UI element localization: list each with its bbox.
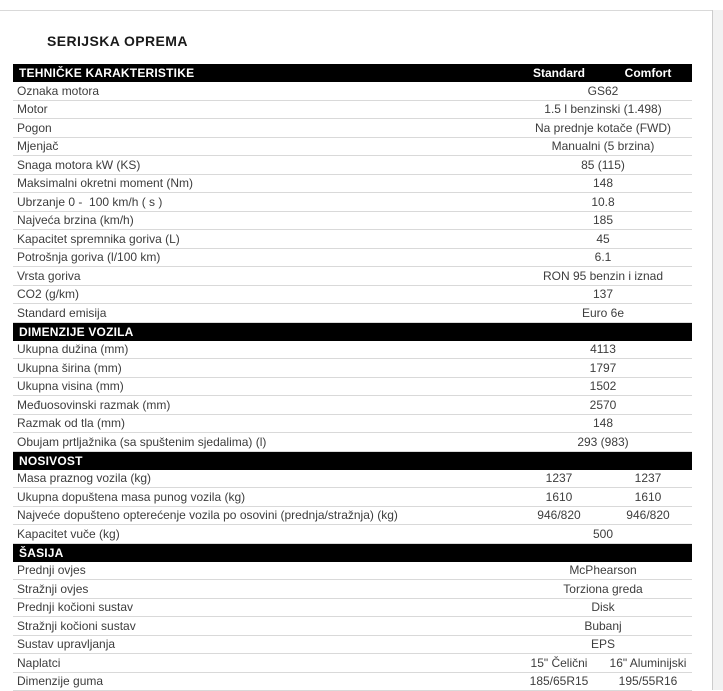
table-row <box>13 433 692 452</box>
row-label: Naplatci <box>13 656 514 670</box>
table-row <box>13 230 692 249</box>
row-label: Najveće dopušteno opterećenje vozila po osovini (prednja/stražnja) (kg) <box>13 508 514 522</box>
table-row <box>13 101 692 120</box>
row-value: 1797 <box>514 361 692 375</box>
column-header-standard: Standard <box>514 66 604 80</box>
row-label: Ukupna dužina (mm) <box>13 342 514 356</box>
row-label: Kapacitet vuče (kg) <box>13 527 514 541</box>
row-label: Potrošnja goriva (l/100 km) <box>13 250 514 264</box>
section-header-label: ŠASIJA <box>19 546 692 560</box>
section-header-bar-3 <box>13 544 692 562</box>
row-label: Sustav upravljanja <box>13 637 514 651</box>
row-value-standard: 946/820 <box>514 508 604 522</box>
row-label: Maksimalni okretni moment (Nm) <box>13 176 514 190</box>
row-value: RON 95 benzin i iznad <box>514 269 692 283</box>
row-value-comfort: 195/55R16 <box>604 674 692 688</box>
row-value: Bubanj <box>514 619 692 633</box>
row-value-comfort: 946/820 <box>604 508 692 522</box>
table-row <box>13 249 692 268</box>
row-value: Torziona greda <box>514 582 692 596</box>
table-row <box>13 193 692 212</box>
top-divider-line <box>0 10 712 11</box>
table-row <box>13 119 692 138</box>
row-label: Međuosovinski razmak (mm) <box>13 398 514 412</box>
table-row <box>13 617 692 636</box>
row-value: 1.5 l benzinski (1.498) <box>514 102 692 116</box>
row-label: Razmak od tla (mm) <box>13 416 514 430</box>
table-row <box>13 396 692 415</box>
table-row <box>13 673 692 691</box>
table-row <box>13 525 692 544</box>
table-row <box>13 286 692 305</box>
row-value: 148 <box>514 176 692 190</box>
row-value-standard: 15" Čelični <box>514 656 604 670</box>
row-label: Standard emisija <box>13 306 514 320</box>
row-label: Snaga motora kW (KS) <box>13 158 514 172</box>
column-header-comfort: Comfort <box>604 66 692 80</box>
row-label: Prednji ovjes <box>13 563 514 577</box>
table-row <box>13 359 692 378</box>
table-row <box>13 138 692 157</box>
row-value-standard: 1610 <box>514 490 604 504</box>
table-row <box>13 599 692 618</box>
row-label: Oznaka motora <box>13 84 514 98</box>
table-row <box>13 488 692 507</box>
row-value: 10.8 <box>514 195 692 209</box>
row-label: Vrsta goriva <box>13 269 514 283</box>
row-label: Stražnji ovjes <box>13 582 514 596</box>
row-label: Dimenzije guma <box>13 674 514 688</box>
row-value: Euro 6e <box>514 306 692 320</box>
table-row <box>13 156 692 175</box>
table-row <box>13 507 692 526</box>
row-label: Najveća brzina (km/h) <box>13 213 514 227</box>
row-value: 185 <box>514 213 692 227</box>
row-value-comfort: 1610 <box>604 490 692 504</box>
row-value: 6.1 <box>514 250 692 264</box>
spec-table <box>13 64 692 691</box>
table-row <box>13 267 692 286</box>
section-header-label: TEHNIČKE KARAKTERISTIKE <box>19 66 514 80</box>
row-value: Manualni (5 brzina) <box>514 139 692 153</box>
row-value: GS62 <box>514 84 692 98</box>
row-value: Na prednje kotače (FWD) <box>514 121 692 135</box>
page-right-edge <box>712 10 723 690</box>
row-value: 148 <box>514 416 692 430</box>
table-row <box>13 304 692 323</box>
table-row <box>13 378 692 397</box>
row-value: Disk <box>514 600 692 614</box>
row-label: Ubrzanje 0 - 100 km/h ( s ) <box>13 195 514 209</box>
row-value-standard: 1237 <box>514 471 604 485</box>
row-value: 2570 <box>514 398 692 412</box>
row-label: Mjenjač <box>13 139 514 153</box>
table-row <box>13 580 692 599</box>
row-value: 137 <box>514 287 692 301</box>
table-row <box>13 82 692 101</box>
section-header-bar-0 <box>13 64 692 82</box>
row-value-comfort: 1237 <box>604 471 692 485</box>
table-row <box>13 470 692 489</box>
row-label: Pogon <box>13 121 514 135</box>
row-value: 1502 <box>514 379 692 393</box>
section-header-label: DIMENZIJE VOZILA <box>19 325 692 339</box>
row-value: 500 <box>514 527 692 541</box>
table-row <box>13 415 692 434</box>
table-row <box>13 654 692 673</box>
row-value: EPS <box>514 637 692 651</box>
section-header-bar-1 <box>13 323 692 341</box>
row-label: Ukupna dopuštena masa punog vozila (kg) <box>13 490 514 504</box>
row-label: Ukupna visina (mm) <box>13 379 514 393</box>
table-row <box>13 341 692 360</box>
row-value-standard: 185/65R15 <box>514 674 604 688</box>
row-value: 45 <box>514 232 692 246</box>
table-row <box>13 636 692 655</box>
row-label: Kapacitet spremnika goriva (L) <box>13 232 514 246</box>
table-row <box>13 562 692 581</box>
row-label: Obujam prtljažnika (sa spuštenim sjedalima) (l) <box>13 435 514 449</box>
table-row <box>13 212 692 231</box>
row-value: 85 (115) <box>514 158 692 172</box>
page-title: SERIJSKA OPREMA <box>47 33 188 49</box>
row-label: Ukupna širina (mm) <box>13 361 514 375</box>
row-value: 4113 <box>514 342 692 356</box>
row-value: McPhearson <box>514 563 692 577</box>
row-label: Prednji kočioni sustav <box>13 600 514 614</box>
table-row <box>13 175 692 194</box>
row-value: 293 (983) <box>514 435 692 449</box>
row-label: Masa praznog vozila (kg) <box>13 471 514 485</box>
row-label: CO2 (g/km) <box>13 287 514 301</box>
row-value-comfort: 16" Aluminijski <box>604 656 692 670</box>
section-header-bar-2 <box>13 452 692 470</box>
section-header-label: NOSIVOST <box>19 454 692 468</box>
row-label: Stražnji kočioni sustav <box>13 619 514 633</box>
row-label: Motor <box>13 102 514 116</box>
